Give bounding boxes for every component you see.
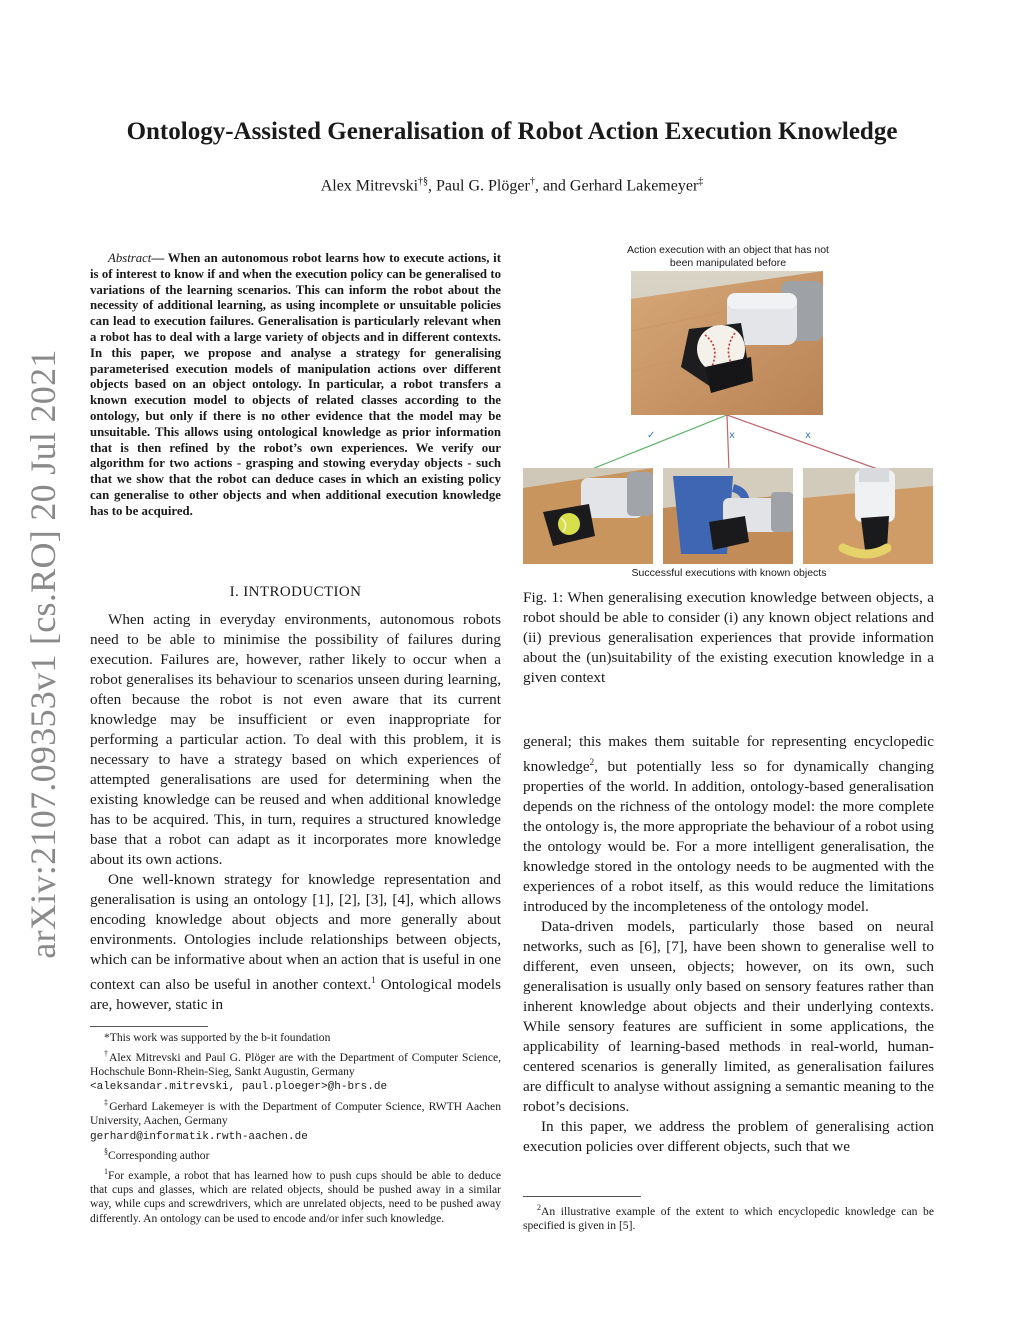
footnote-text: Gerhard Lakemeyer is with the Department of Computer Science, RWTH Aachen University, Aachen, Germany: [90, 1099, 502, 1128]
footnote: [90, 1145, 501, 1163]
footnote: [90, 1096, 501, 1144]
footnote-mark: 1: [371, 975, 376, 985]
right-column-body: [523, 732, 934, 1157]
footnote: [523, 1196, 934, 1234]
introduction-body: [90, 610, 501, 1015]
footnote-rule: [523, 1196, 641, 1197]
author-name: , and Gerhard Lakemeyer: [534, 177, 699, 195]
robot-baseball-photo: [631, 271, 823, 415]
affiliation-mark: ‡: [698, 176, 704, 187]
footnotes: [90, 1026, 501, 1227]
footnote-mark: †: [104, 1048, 110, 1058]
footnote-mark: 1: [104, 1166, 108, 1176]
footnote-mark: 2: [537, 1203, 541, 1212]
paragraph: In this paper, we address the problem of generalising action execution policies over different objects, such that we: [523, 1118, 934, 1156]
footnote-email: <aleksandar.mitrevski, paul.ploeger>@h-brs.de: [90, 1081, 388, 1094]
figure-1: [523, 240, 935, 585]
abstract: [90, 251, 501, 520]
footnote: [90, 1047, 501, 1095]
author-name: , Paul G. Plöger: [428, 177, 530, 195]
footnote-text: Alex Mitrevski and Paul G. Plöger are with the Department of Computer Science, Hochschule Bonn-Rhein-Sieg, Sankt Augustin, Germany: [90, 1050, 502, 1078]
incompatible-relation-line: [727, 415, 729, 471]
footnote-text: Corresponding author: [108, 1149, 210, 1163]
footnote: *This work was supported by the b-it foundation: [104, 1031, 331, 1044]
figure-top-caption: Action execution with an object that has not been manipulated before: [627, 244, 829, 269]
arxiv-identifier: [8, 349, 78, 959]
footnote-mark: ‡: [104, 1097, 110, 1107]
abstract-label: Abstract: [108, 251, 152, 265]
paragraph-text: general; this makes them suitable for representing encyclopedic knowledge: [523, 733, 934, 776]
paragraph: When acting in everyday environments, autonomous robots need to be able to minimise the possibility of failures during execution. Failures are, however, rather likely to occur when a robot generalises its behaviour to scenarios unseen during learning, often because the robot is not even aware that its current knowledge may be insufficient or even inappropriate for performing a particular action. To deal with this problem, it is necessary to have a strategy based on which experiences of attempted generalisations are used for determining when the existing knowledge can be reused and when additional knowledge has to be acquired. This, in turn, requires a structured knowledge base that a robot can adapt as it incorporates more knowledge about its own actions.: [90, 611, 501, 868]
affiliation-mark: †: [529, 176, 535, 187]
robot-cup-photo: [663, 468, 793, 564]
cross-icon: x: [805, 430, 811, 441]
figure-caption: Fig. 1: When generalising execution knowledge between objects, a robot should be able to consider (i) any known object relations and (ii) previous generalisation experiences that provide information about the (un)suitability of the existing execution knowledge in a given context: [523, 589, 934, 686]
section-heading: I. INTRODUCTION: [229, 584, 362, 600]
author-list: [60, 176, 964, 195]
footnote-text: For example, a robot that has learned how to push cups should be able to deduce that cups and glasses, which are related objects, should be pushed away in a similar way, while cups and screwdrivers, which are unrelated objects, need to be pushed away differently. An ontology can be used to encode and/or infer such knowledge.: [90, 1168, 501, 1225]
paragraph-text: , but potentially less so for dynamically changing properties of the world. In addition, ontology-based generalisation depends on the richness of the ontology model: the more complete the ontology is, the more appropriate the behaviour of a robot using the ontology would be. For a more intelligent generalisation, the knowledge stored in the ontology needs to be augmented with the experiences of a robot itself, as this would reduce the limitations introduced by the incompleteness of the ontology model.: [523, 758, 934, 916]
footnote-mark: §: [104, 1147, 108, 1157]
paragraph: [523, 732, 934, 917]
cross-icon: x: [729, 430, 735, 441]
abstract-text: — When an autonomous robot learns how to execute actions, it is of interest to know if and when the execution policy can be generalised to variations of the learning scenarios. This can inform the robot about the necessity of additional learning, as using incomplete or unsuitable policies can lead to execution failures. Generalisation is particularly relevant when a robot has to deal with a large variety of objects and in different contexts. In this paper, we propose and analyse a strategy for generalising parameterised execution models of manipulation actions over different objects based on an object ontology. In particular, a robot transfers a known execution model to objects of related classes according to the ontology, but only if there is no other evidence that the model may be unsuitable. This allows using ontological knowledge as prior information that is then refined by the robot’s own experiences. We verify our algorithm for two actions - grasping and stowing everyday objects - such that we show that the robot can deduce cases in which an existing policy can generalise to other objects and when additional execution knowledge has to be acquired.: [90, 251, 501, 518]
paragraph-text: One well-known strategy for knowledge representation and generalisation is using an ontology [1], [2], [3], [4], which allows encoding knowledge about objects and more generally about environments. Ontologies include relationships between objects, which can be informative about when an action that is useful in one context can also be useful in another context.: [90, 871, 501, 994]
footnote-text: An illustrative example of the extent to which encyclopedic knowledge can be specified is given in [5].: [523, 1204, 934, 1233]
robot-banana-photo: [803, 468, 933, 564]
author-name: Alex Mitrevski: [320, 177, 419, 195]
paper-title: Ontology-Assisted Generalisation of Robot Action Execution Knowledge: [126, 118, 898, 145]
robot-tennis-ball-photo: [523, 468, 653, 564]
compatible-relation-line: [587, 415, 727, 471]
footnote-body: [523, 1201, 934, 1234]
paragraph: Data-driven models, particularly those based on neural networks, such as [6], [7], have been shown to generalise well to different, even unseen, objects; however, on its own, such generalisation is usually only based on sensory features rather than inherent knowledge about objects and their underlying contexts. While sensory features are sufficient in some applications, the applicability of learning-based methods in real-world, human-centered scenarios is generally limited, as generalisation failures are difficult to analyse without assigning a semantic meaning to the robot’s decisions.: [523, 918, 934, 1116]
footnote-email: gerhard@informatik.rwth-aachen.de: [90, 1130, 308, 1143]
incompatible-relation-line: [727, 415, 883, 471]
check-icon: ✓: [647, 430, 656, 441]
arxiv-identifier-text: arXiv:2107.09353v1 [cs.RO] 20 Jul 2021: [23, 349, 63, 959]
paragraph: [90, 870, 501, 1015]
relation-lines: [523, 415, 935, 471]
paragraph-text: Ontological models are, however, static in: [90, 976, 502, 1014]
footnote-rule: [90, 1026, 208, 1027]
footnote: [90, 1165, 501, 1227]
affiliation-mark: †§: [418, 176, 429, 187]
figure-bottom-caption: Successful executions with known objects: [631, 567, 827, 579]
footnote-mark: 2: [589, 757, 595, 767]
